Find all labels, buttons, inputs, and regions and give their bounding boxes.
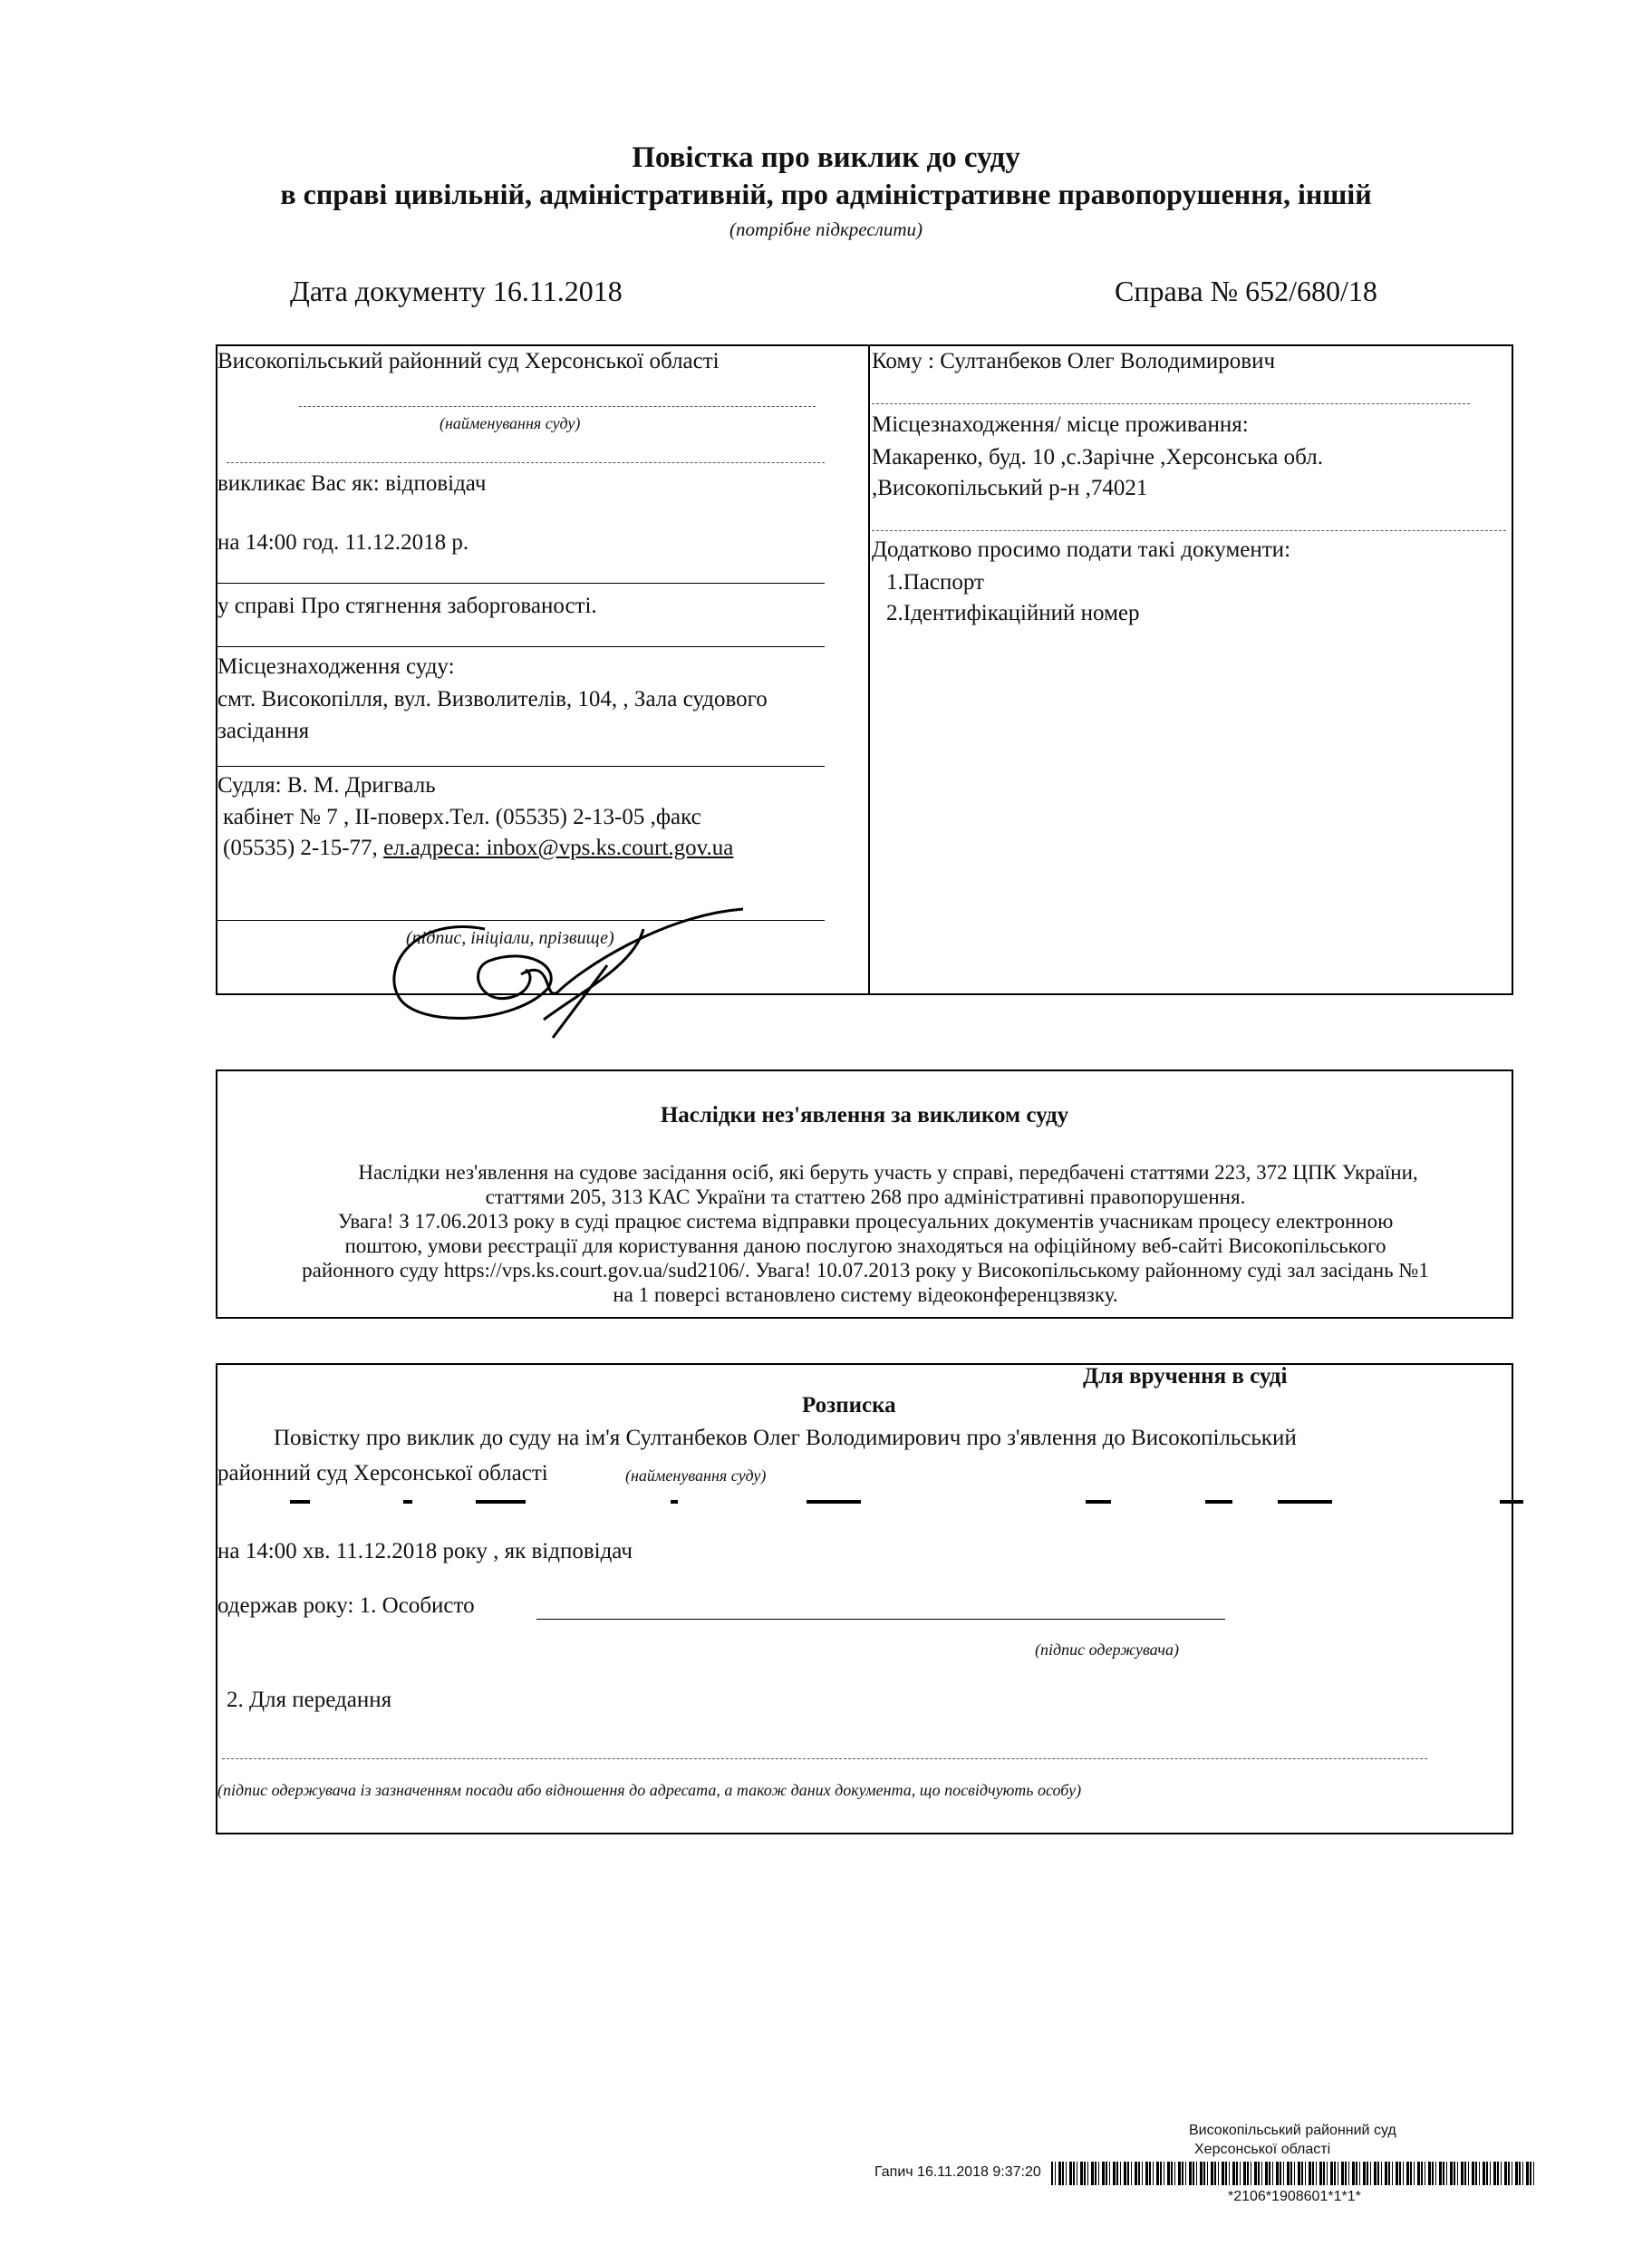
email-address: ел.адреса: inbox@vps.ks.court.gov.ua xyxy=(383,836,734,860)
judge: Судля: В. М. Дригваль xyxy=(217,773,436,798)
consequences-line: статтями 205, 313 КАС України та статтею 268 про адміністративні правопорушення. xyxy=(485,1186,1246,1208)
consequences-line: на 1 поверсі встановлено систему відеоконференцзвязку. xyxy=(613,1283,1118,1306)
transfer-signature-caption: (підпис одержувача із зазначенням посади або відношення до адресата, а також даних документа, що посвідчують особу) xyxy=(217,1781,1082,1799)
court-name: Високопільський районний суд Херсонської області xyxy=(217,349,720,373)
registry-stamp: Гапич 16.11.2018 9:37:20 xyxy=(874,2164,1041,2180)
transfer-signature-line xyxy=(222,1758,1427,1759)
divider xyxy=(872,530,1506,531)
summons-divider xyxy=(868,344,870,995)
documents-label: Додатково просимо подати такі документи: xyxy=(872,537,1291,562)
fax-number: (05535) 2-15-77, xyxy=(223,836,378,860)
recipient-signature-caption: (підпис одержувача) xyxy=(1035,1640,1179,1659)
judge-signature xyxy=(362,893,761,1051)
consequences-line: Наслідки нез'явлення на судове засідання осіб, які беруть участь у справі, передбачені статтями 223, 372 ЦПК України, xyxy=(358,1161,1418,1184)
consequences-title: Наслідки нез'явлення за викликом суду xyxy=(660,1103,1069,1128)
court-stamp-line1: Високопільський районний суд xyxy=(1189,2123,1396,2138)
signature-caption: (підпис, ініціали, прізвище) xyxy=(406,928,614,948)
document-item: 2.Ідентифікаційний номер xyxy=(886,601,1140,625)
receipt-line2: районний суд Херсонської області xyxy=(217,1461,548,1486)
for-court-label: Для вручення в суді xyxy=(1083,1364,1288,1389)
consequences-text xyxy=(227,1160,1504,1307)
dashed-marks xyxy=(290,1500,1531,1509)
case-number: Справа № 652/680/18 xyxy=(1115,275,1377,307)
barcode-code: *2106*1908601*1*1* xyxy=(1228,2189,1361,2204)
divider xyxy=(217,583,825,584)
document-item: 1.Паспорт xyxy=(886,570,984,595)
title-note: (потрібне підкреслити) xyxy=(729,218,923,240)
divider xyxy=(217,646,825,647)
judge-contacts-line1: кабінет № 7 , ІІ-поверх.Тел. (05535) 2-13-05 ,факс xyxy=(223,805,701,829)
divider xyxy=(299,406,816,407)
consequences-line: районного суду https://vps.ks.court.gov.ua/sud2106/. Увага! 10.07.2013 року у Високопільському районному суді зал засідань №1 xyxy=(302,1259,1429,1282)
recipient-address-label: Місцезнаходження/ місце проживання: xyxy=(872,412,1249,437)
receipt-court-caption: (найменування суду) xyxy=(625,1466,767,1485)
recipient-address-line2: ,Високопільський р-н ,74021 xyxy=(872,476,1148,500)
divider xyxy=(227,462,825,463)
divider xyxy=(872,403,1470,404)
court-location-line1: смт. Високопілля, вул. Визволителів, 104, , Зала судового xyxy=(217,687,768,711)
divider xyxy=(217,766,825,767)
case-subject: у справі Про стягнення заборгованості. xyxy=(217,594,597,618)
document-date: Дата документу 16.11.2018 xyxy=(290,275,623,307)
recipient-signature-line xyxy=(536,1619,1225,1620)
receipt-title: Розписка xyxy=(802,1393,896,1418)
receipt-line3: на 14:00 хв. 11.12.2018 року , як відповідач xyxy=(217,1539,633,1563)
document-subtitle: в справі цивільній, адміністративній, про адміністративне правопорушення, іншій xyxy=(280,178,1372,210)
barcode xyxy=(1051,2162,1536,2185)
court-location-line2: засідання xyxy=(217,719,310,743)
recipient: Кому : Султанбеков Олег Володимирович xyxy=(872,349,1276,373)
recipient-address-line1: Макаренко, буд. 10 ,с.Зарічне ,Херсонська обл. xyxy=(872,445,1323,469)
court-location-label: Місцезнаходження суду: xyxy=(217,654,455,679)
judge-contacts-line2 xyxy=(223,836,733,861)
consequences-line: поштою, умови реєстрації для користування даною послугою знаходяться на офіційному веб-сайті Високопільського xyxy=(344,1234,1386,1257)
receipt-line4: одержав року: 1. Особисто xyxy=(217,1593,475,1618)
summons-role: викликає Вас як: відповідач xyxy=(217,471,487,496)
consequences-line: Увага! З 17.06.2013 року в суді працює система відправки процесуальних документів учасникам процесу електронною xyxy=(337,1210,1394,1233)
court-stamp-line2: Херсонської області xyxy=(1194,2142,1331,2157)
hearing-time: на 14:00 год. 11.12.2018 р. xyxy=(217,530,469,555)
receipt-line5: 2. Для передання xyxy=(227,1688,392,1712)
receipt-line1: Повістку про виклик до суду на ім'я Султанбеков Олег Володимирович про з'явлення до Високопільський xyxy=(274,1426,1297,1450)
document-title: Повістка про виклик до суду xyxy=(632,141,1020,174)
court-caption: (найменування суду) xyxy=(440,414,581,432)
